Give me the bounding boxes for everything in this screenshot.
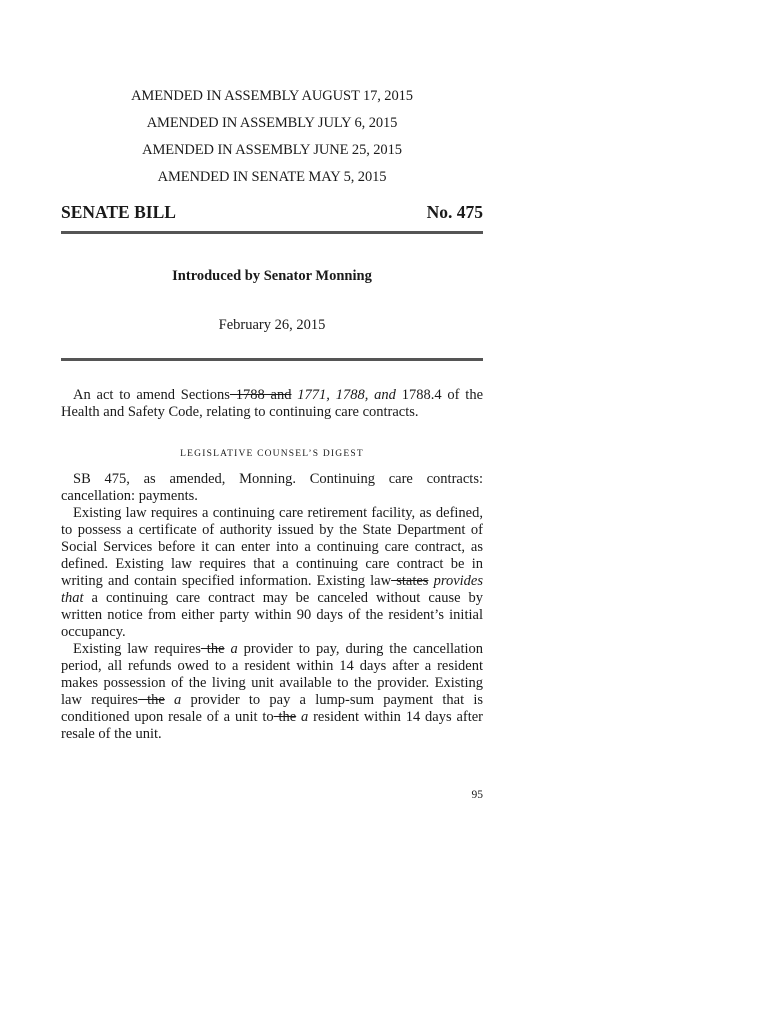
act-title-paragraph [61,387,483,421]
digest-body [61,471,483,743]
digest-p3-deleted-2: the [137,692,165,708]
act-text-2: 1788.4 of the Health and Safety Code, relating to continuing care contracts. [61,387,484,420]
header-rule-bottom [61,358,483,361]
digest-p3-inserted-1: a [224,641,238,657]
digest-p3-inserted-3: a [296,709,309,725]
digest-paragraph-3 [61,641,483,743]
page-number: 95 [471,789,483,801]
digest-p2-text-2: a continuing care contract may be canceled without cause by written notice from either party within 90 days of the resident’s initial occupancy. [61,590,483,640]
header-rule-top [61,231,483,234]
bill-number: No. 475 [426,202,483,222]
digest-paragraph-2 [61,505,483,641]
act-text-1: An act to amend Sections [73,387,230,403]
digest-p3-inserted-2: a [164,692,182,708]
bill-page [61,0,483,1024]
introduced-by: Introduced by Senator Monning [172,268,372,284]
amendment-line-4: AMENDED IN SENATE MAY 5, 2015 [157,169,387,185]
bill-header [61,200,483,224]
introduced-date: February 26, 2015 [218,317,326,333]
amendment-line-2: AMENDED IN ASSEMBLY JULY 6, 2015 [146,115,398,131]
bill-type: SENATE BILL [61,202,176,222]
digest-p3-text-2: provider to pay, during the cancellation period, all refunds owed to a resident within 14 days after a resident makes possession of the living unit available to the provider. Existing law requires [61,641,483,708]
digest-p3-text-3: provider to pay a lump-sum payment that is conditioned upon resale of a unit to [61,692,484,725]
digest-paragraph-1: SB 475, as amended, Monning. Continuing care contracts: cancellation: payments. [61,471,483,504]
digest-p2-text-1: Existing law requires a continuing care retirement facility, as defined, to possess a certificate of authority issued by the State Department of Social Services before it can enter into a continuing care contract, as defined. Existing law requires that a continuing care contract be in writing and contain specified information. Existing law [61,505,483,589]
digest-heading: LEGISLATIVE COUNSEL’S DIGEST [180,449,364,459]
act-inserted-1: 1771, 1788, and [291,387,396,403]
digest-p3-text-1: Existing law requires [73,641,201,657]
act-deleted-1: 1788 and [229,387,292,403]
digest-p2-deleted-1: states [391,573,429,589]
digest-p3-deleted-1: the [200,641,225,657]
amendment-line-1: AMENDED IN ASSEMBLY AUGUST 17, 2015 [131,88,413,104]
amendment-line-3: AMENDED IN ASSEMBLY JUNE 25, 2015 [142,142,402,158]
digest-p3-text-4: resident within 14 days after resale of the unit. [61,709,484,742]
digest-p3-deleted-3: the [273,709,297,725]
act-title [61,387,483,421]
digest-p2-inserted-1: provides that [61,573,483,606]
